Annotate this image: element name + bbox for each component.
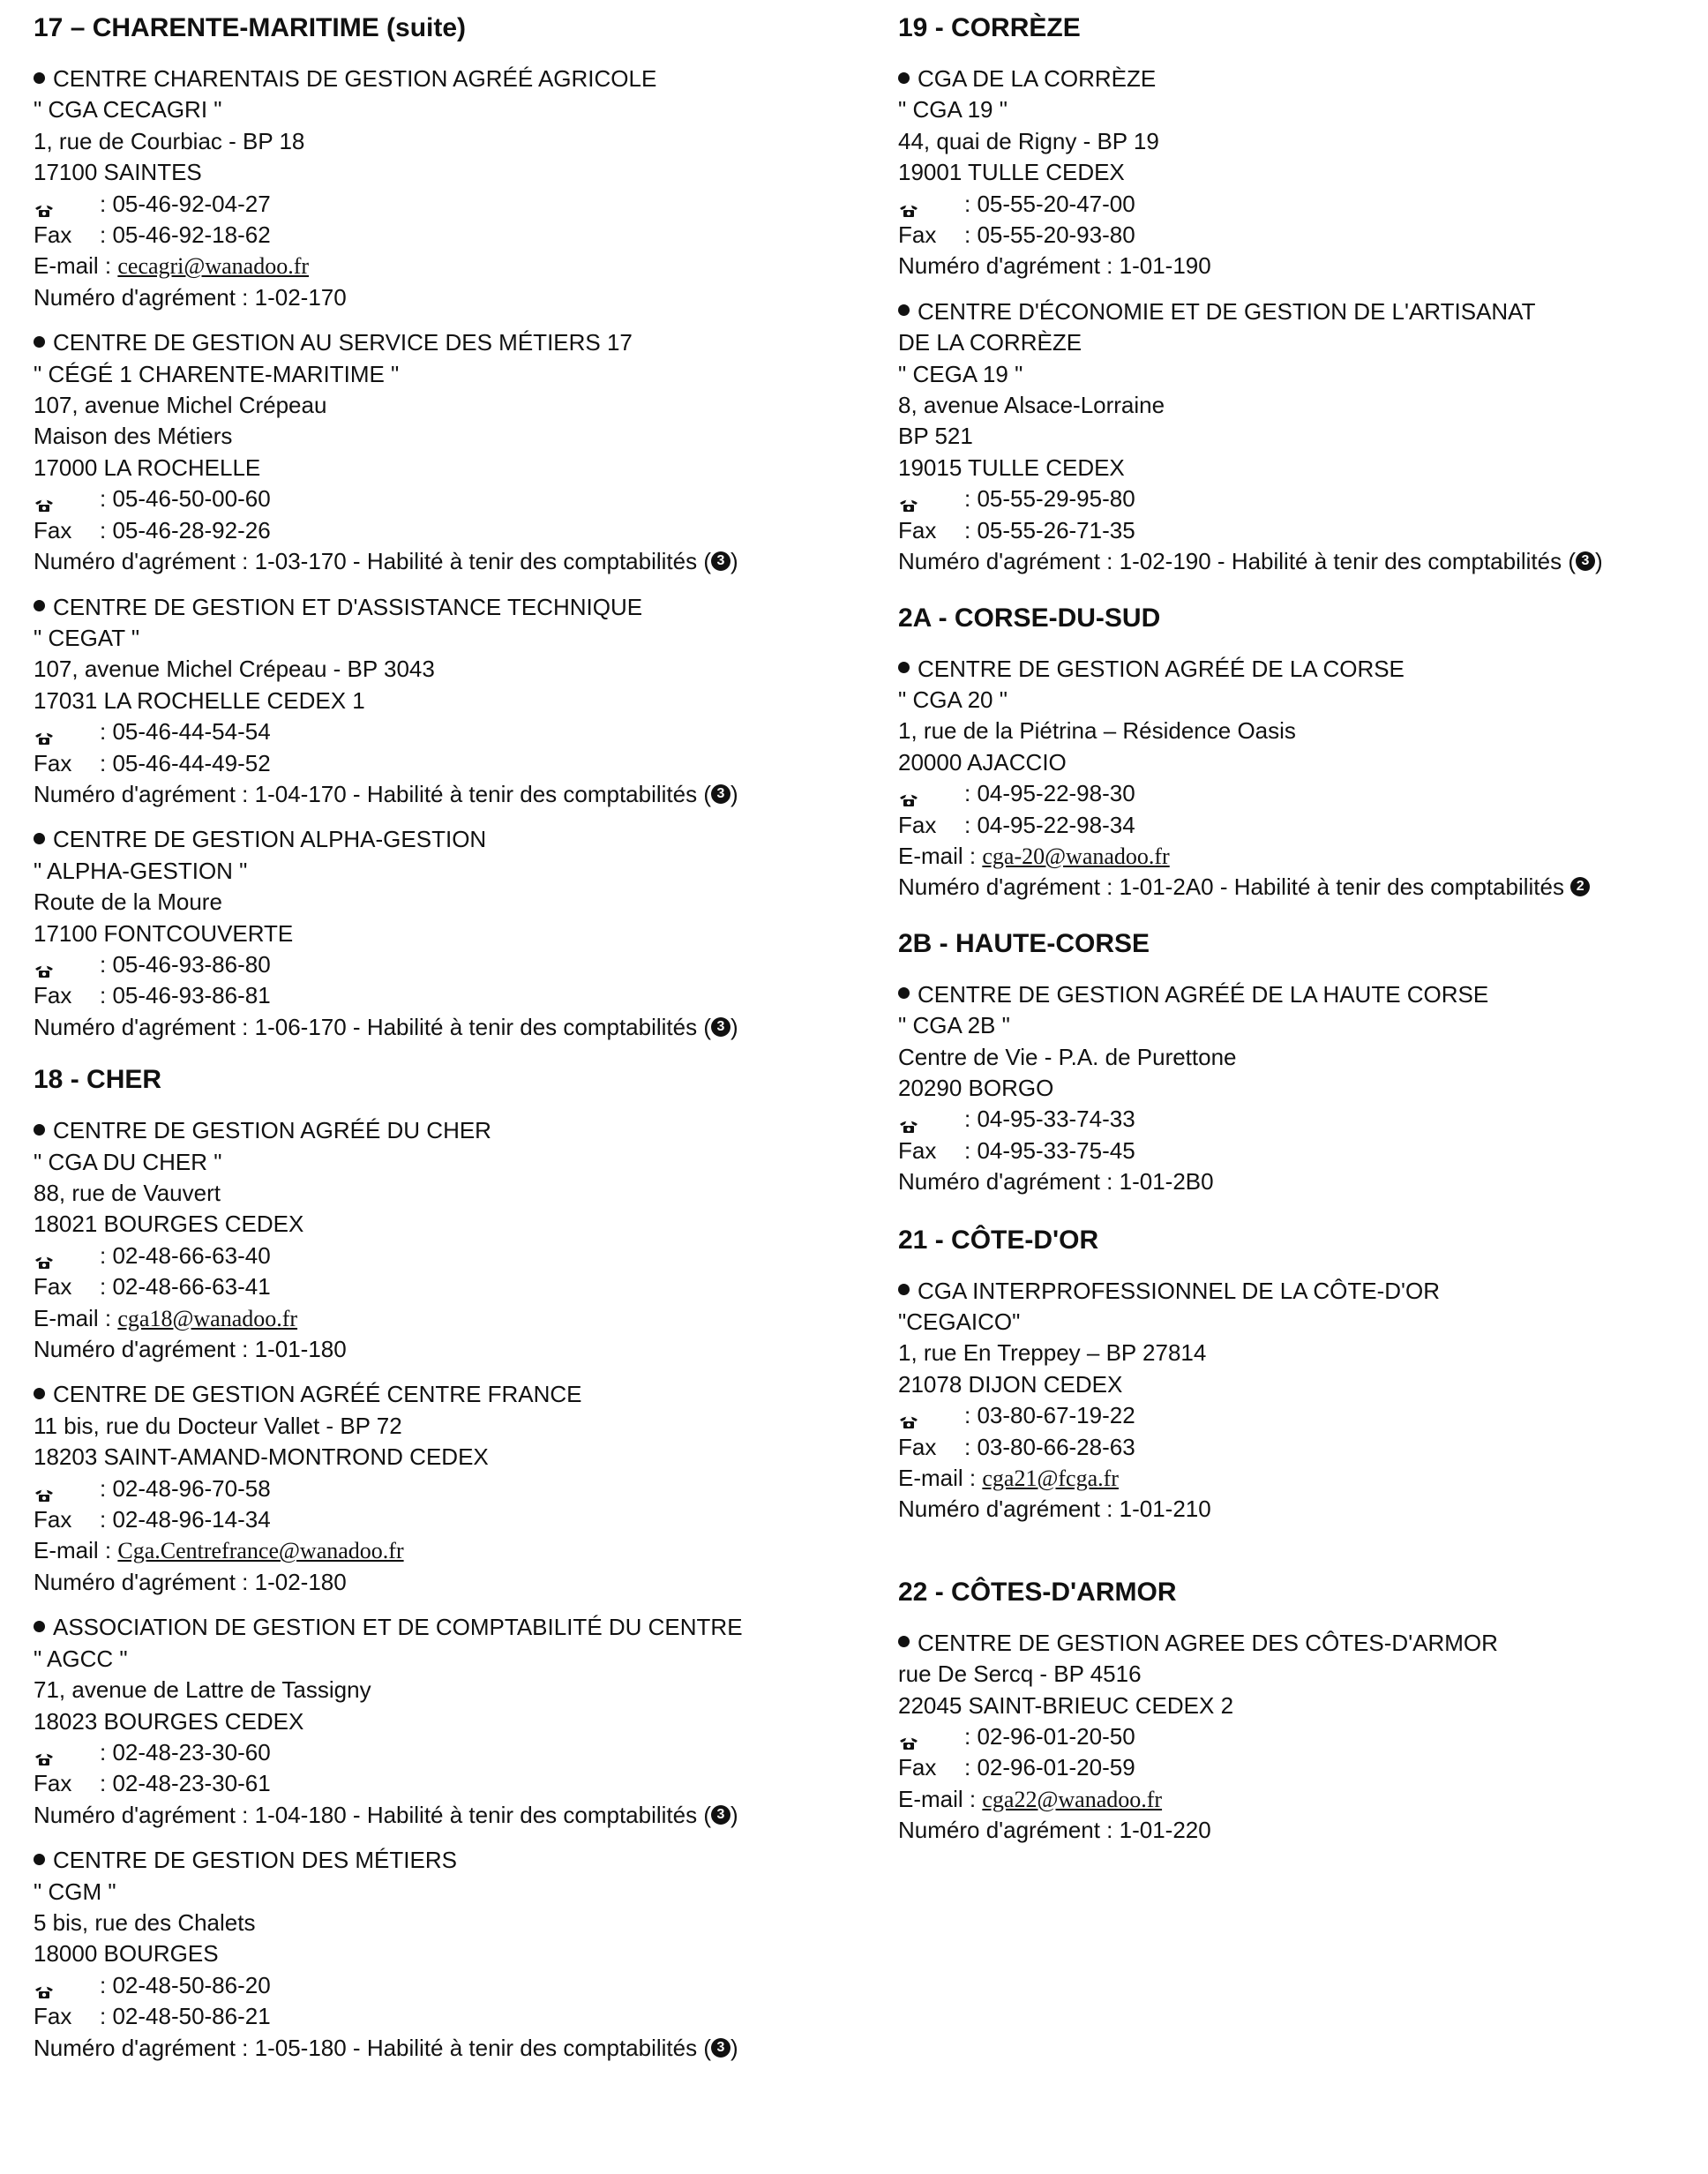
- fax-line: [34, 748, 898, 779]
- agrement-text: Numéro d'agrément : 1-03-170 - Habilité à tenir des comptabilités (: [34, 548, 711, 575]
- section-title: 18 - CHER: [34, 1065, 162, 1095]
- address-line: 17100 FONTCOUVERTE: [34, 919, 294, 947]
- email-link[interactable]: cecagri@wanadoo.fr: [117, 253, 310, 280]
- phone-number: : 05-46-50-00-60: [100, 485, 271, 513]
- telephone-icon: [898, 1406, 919, 1422]
- address-line: 1, rue de la Piétrina – Résidence Oasis: [898, 717, 1296, 745]
- agrement-line: [34, 1334, 898, 1365]
- fax-label: Fax: [34, 2003, 72, 2030]
- bullet-icon: [34, 833, 45, 844]
- entry-name-line: [898, 64, 1683, 94]
- fax-label: Fax: [34, 1273, 72, 1301]
- fax-line: [34, 1504, 898, 1535]
- email-link[interactable]: cga21@fcga.fr: [982, 1466, 1119, 1492]
- address-line: 20000 AJACCIO: [898, 748, 1067, 776]
- fax-number: : 03-80-66-28-63: [964, 1433, 1135, 1460]
- bullet-icon: [34, 1124, 45, 1136]
- circled-number-badge: 2: [1570, 877, 1590, 896]
- entry-name: CENTRE CHARENTAIS DE GESTION AGRÉÉ AGRICOLE: [53, 65, 657, 92]
- address-line: 20290 BORGO: [898, 1074, 1054, 1101]
- telephone-icon: [34, 1247, 55, 1263]
- entry-acronym: " CÉGÉ 1 CHARENTE-MARITIME ": [34, 360, 400, 387]
- directory-entry: [34, 1115, 898, 1365]
- entry-name: CENTRE DE GESTION AGRÉÉ DE LA CORSE: [918, 655, 1405, 682]
- directory-entry: [898, 979, 1683, 1198]
- phone-number: : 05-46-92-04-27: [100, 190, 271, 217]
- phone-label: [34, 484, 100, 514]
- directory-entry: [898, 654, 1683, 903]
- fax-number: : 04-95-33-75-45: [964, 1136, 1135, 1164]
- agrement-line: [34, 1800, 898, 1831]
- email-label: E-mail :: [898, 1785, 977, 1812]
- phone-line: [898, 778, 1683, 809]
- closing-paren: ): [730, 780, 738, 807]
- entry-acronym: " AGCC ": [34, 1645, 128, 1672]
- entry-name-line: [898, 1628, 1683, 1659]
- entry-name: ASSOCIATION DE GESTION ET DE COMPTABILITÉ DU CENTRE: [53, 1614, 743, 1641]
- entry-name-line: [34, 1379, 898, 1410]
- phone-label: [34, 1241, 100, 1271]
- telephone-icon: [898, 1728, 919, 1743]
- email-label: E-mail :: [898, 842, 977, 869]
- address-line: BP 521: [898, 423, 973, 450]
- agrement-text: Numéro d'agrément : 1-01-2A0 - Habilité à tenir des comptabilités: [898, 873, 1571, 901]
- fax-label: Fax: [34, 982, 72, 1009]
- telephone-icon: [34, 956, 55, 971]
- bullet-icon: [34, 72, 45, 84]
- agrement-text: Numéro d'agrément : 1-04-170 - Habilité à tenir des comptabilités (: [34, 780, 711, 807]
- address-line: 1, rue En Treppey – BP 27814: [898, 1339, 1207, 1367]
- closing-paren: ): [730, 1013, 738, 1040]
- entry-name: CENTRE DE GESTION AGRÉÉ DU CHER: [53, 1117, 491, 1144]
- directory-entry: [34, 1612, 898, 1831]
- email-line: [34, 251, 898, 281]
- address-line: 1, rue de Courbiac - BP 18: [34, 127, 305, 154]
- section-title: 19 - CORRÈZE: [898, 13, 1081, 42]
- entry-name-line: [898, 654, 1683, 685]
- phone-line: [898, 484, 1683, 514]
- telephone-icon: [34, 490, 55, 506]
- agrement-line: [34, 546, 898, 577]
- telephone-icon: [898, 784, 919, 800]
- entry-name-line: [34, 1845, 898, 1876]
- directory-entry: [898, 296, 1683, 578]
- agrement-text: Numéro d'agrément : 1-02-170: [34, 283, 347, 311]
- agrement-text: Numéro d'agrément : 1-02-180: [34, 1568, 347, 1595]
- fax-number: : 02-96-01-20-59: [964, 1754, 1135, 1781]
- phone-number: : 03-80-67-19-22: [964, 1402, 1135, 1429]
- address-line: 88, rue de Vauvert: [34, 1180, 221, 1206]
- left-column: [34, 11, 898, 2163]
- phone-line: [34, 1970, 898, 2001]
- address-line: 17100 SAINTES: [34, 159, 202, 186]
- entry-name-line: [34, 64, 898, 94]
- email-link[interactable]: cga-20@wanadoo.fr: [982, 843, 1170, 869]
- email-label: E-mail :: [34, 252, 112, 280]
- phone-number: : 04-95-33-74-33: [964, 1106, 1135, 1133]
- fax-label: Fax: [898, 1136, 937, 1164]
- bullet-icon: [898, 72, 910, 84]
- address-line: 18023 BOURGES CEDEX: [34, 1707, 304, 1735]
- fax-line: [34, 1271, 898, 1302]
- phone-line: [34, 189, 898, 220]
- address-line: 18021 BOURGES CEDEX: [34, 1211, 304, 1238]
- phone-line: [898, 1400, 1683, 1431]
- phone-number: : 02-48-96-70-58: [100, 1474, 271, 1502]
- email-line: [898, 841, 1683, 872]
- section: [898, 1223, 1683, 1526]
- section: [34, 11, 898, 1043]
- fax-label: Fax: [34, 516, 72, 544]
- section-title: 2B - HAUTE-CORSE: [898, 928, 1150, 958]
- directory-entry: [34, 1379, 898, 1598]
- email-line: [34, 1535, 898, 1566]
- address-line: 19001 TULLE CEDEX: [898, 159, 1125, 186]
- entry-name: CGA DE LA CORRÈZE: [918, 65, 1157, 92]
- fax-line: [34, 2001, 898, 2032]
- address-line: 21078 DIJON CEDEX: [898, 1370, 1123, 1398]
- entry-name-line: [34, 592, 898, 623]
- fax-label: Fax: [898, 221, 937, 249]
- entry-name: CENTRE DE GESTION ALPHA-GESTION: [53, 826, 487, 853]
- agrement-line: [34, 2033, 898, 2064]
- fax-number: : 02-48-50-86-21: [100, 2003, 271, 2030]
- entry-name: CENTRE DE GESTION AGRÉÉ DE LA HAUTE CORSE: [918, 980, 1489, 1008]
- email-link[interactable]: cga18@wanadoo.fr: [117, 1305, 298, 1331]
- telephone-icon: [898, 195, 919, 211]
- phone-line: [898, 189, 1683, 220]
- fax-line: [34, 1768, 898, 1799]
- directory-entry: [34, 592, 898, 811]
- phone-number: : 02-48-50-86-20: [100, 1971, 271, 1998]
- email-line: [34, 1303, 898, 1334]
- agrement-line: [34, 1012, 898, 1043]
- entry-name-line: [34, 824, 898, 855]
- fax-number: : 02-48-96-14-34: [100, 1506, 271, 1533]
- directory-page: [34, 11, 1692, 2163]
- section-title: 21 - CÔTE-D'OR: [898, 1225, 1099, 1255]
- entry-acronym: " CEGA 19 ": [898, 360, 1023, 387]
- entry-acronym: " CEGAT ": [34, 624, 140, 651]
- email-label: E-mail :: [34, 1304, 112, 1331]
- phone-number: : 05-46-44-54-54: [100, 718, 271, 746]
- fax-label: Fax: [34, 749, 72, 776]
- email-line: [898, 1463, 1683, 1494]
- phone-label: [34, 1473, 100, 1504]
- phone-label: [898, 1721, 964, 1752]
- bullet-icon: [898, 1636, 910, 1647]
- address-line: 19015 TULLE CEDEX: [898, 454, 1125, 481]
- entry-name: CENTRE DE GESTION DES MÉTIERS: [53, 1847, 457, 1874]
- closing-paren: ): [730, 548, 738, 575]
- directory-entry: [898, 64, 1683, 282]
- fax-number: : 05-55-26-71-35: [964, 516, 1135, 544]
- phone-label: [898, 1400, 964, 1431]
- agrement-line: [34, 282, 898, 313]
- agrement-text: Numéro d'agrément : 1-01-210: [898, 1496, 1211, 1523]
- entry-acronym: " CGM ": [34, 1878, 116, 1905]
- entry-name-line: [34, 1115, 898, 1146]
- bullet-icon: [898, 304, 910, 316]
- phone-number: : 02-96-01-20-50: [964, 1723, 1135, 1750]
- phone-number: : 05-55-20-47-00: [964, 190, 1135, 217]
- phone-label: [898, 189, 964, 220]
- agrement-line: [898, 251, 1683, 281]
- entry-acronym: "CEGAICO": [898, 1308, 1021, 1335]
- section-title: 22 - CÔTES-D'ARMOR: [898, 1577, 1177, 1607]
- address-line: 11 bis, rue du Docteur Vallet - BP 72: [34, 1412, 402, 1439]
- circled-number-badge: 3: [711, 1017, 730, 1037]
- circled-number-badge: 3: [711, 551, 730, 571]
- fax-number: : 05-46-44-49-52: [100, 749, 271, 776]
- address-line: 44, quai de Rigny - BP 19: [898, 127, 1159, 154]
- address-line: 18000 BOURGES: [34, 1940, 219, 1968]
- fax-line: [898, 515, 1683, 546]
- phone-label: [34, 949, 100, 980]
- section: [898, 1575, 1683, 1847]
- bullet-icon: [34, 1854, 45, 1865]
- fax-line: [898, 1432, 1683, 1463]
- agrement-line: [898, 1494, 1683, 1525]
- closing-paren: ): [730, 2034, 738, 2061]
- agrement-text: Numéro d'agrément : 1-01-190: [898, 252, 1211, 280]
- bullet-icon: [34, 1388, 45, 1399]
- bullet-icon: [898, 662, 910, 673]
- entry-acronym: " CGA 2B ": [898, 1012, 1010, 1039]
- entry-name: CENTRE DE GESTION AGREE DES CÔTES-D'ARMOR: [918, 1629, 1498, 1656]
- circled-number-badge: 3: [711, 1805, 730, 1825]
- phone-label: [34, 1970, 100, 2001]
- entry-acronym: " CGA 20 ": [898, 686, 1008, 713]
- fax-number: : 04-95-22-98-34: [964, 811, 1135, 838]
- agrement-text: Numéro d'agrément : 1-01-180: [34, 1336, 347, 1363]
- bullet-icon: [898, 987, 910, 999]
- fax-number: : 05-55-20-93-80: [964, 221, 1135, 249]
- agrement-text: Numéro d'agrément : 1-04-180 - Habilité à tenir des comptabilités (: [34, 1801, 711, 1828]
- entry-name-line: [34, 1612, 898, 1643]
- address-line: 17000 LA ROCHELLE: [34, 454, 261, 481]
- agrement-text: Numéro d'agrément : 1-06-170 - Habilité à tenir des comptabilités (: [34, 1013, 711, 1040]
- address-line: 5 bis, rue des Chalets: [34, 1908, 256, 1936]
- bullet-icon: [34, 336, 45, 348]
- circled-number-badge: 3: [711, 784, 730, 804]
- telephone-icon: [34, 723, 55, 738]
- email-link[interactable]: cga22@wanadoo.fr: [982, 1786, 1163, 1812]
- directory-entry: [34, 824, 898, 1043]
- phone-number: : 05-46-93-86-80: [100, 950, 271, 978]
- entry-acronym: " CGA DU CHER ": [34, 1148, 222, 1175]
- agrement-line: [898, 1166, 1683, 1197]
- directory-entry: [34, 64, 898, 313]
- fax-line: [898, 1752, 1683, 1783]
- phone-number: : 02-48-23-30-60: [100, 1738, 271, 1765]
- entry-name: CENTRE DE GESTION AU SERVICE DES MÉTIERS 17: [53, 329, 633, 356]
- email-label: E-mail :: [34, 1537, 112, 1564]
- bullet-icon: [34, 600, 45, 611]
- fax-label: Fax: [34, 221, 72, 249]
- fax-number: : 02-48-23-30-61: [100, 1770, 271, 1797]
- section: [898, 11, 1683, 578]
- address-line: 71, avenue de Lattre de Tassigny: [34, 1676, 371, 1704]
- directory-entry: [34, 1845, 898, 2064]
- entry-name: CENTRE D'ÉCONOMIE ET DE GESTION DE L'ARTISANAT: [918, 297, 1536, 325]
- phone-label: [898, 778, 964, 809]
- phone-line: [34, 1473, 898, 1504]
- fax-label: Fax: [34, 1506, 72, 1533]
- phone-line: [34, 949, 898, 980]
- entry-name-line: [898, 1276, 1683, 1307]
- fax-number: : 05-46-93-86-81: [100, 982, 271, 1009]
- address-line: rue De Sercq - BP 4516: [898, 1660, 1142, 1688]
- phone-number: : 04-95-22-98-30: [964, 780, 1135, 807]
- closing-paren: ): [1595, 548, 1603, 575]
- fax-label: Fax: [898, 1433, 937, 1460]
- telephone-icon: [898, 490, 919, 506]
- entry-acronym: " ALPHA-GESTION ": [34, 857, 248, 884]
- phone-label: [34, 1737, 100, 1768]
- fax-line: [898, 1136, 1683, 1166]
- entry-acronym: " CGA CECAGRI ": [34, 96, 222, 124]
- phone-label: [34, 189, 100, 220]
- right-column: [898, 11, 1683, 2163]
- phone-line: [34, 1737, 898, 1768]
- phone-label: [898, 484, 964, 514]
- directory-entry: [34, 327, 898, 577]
- entry-name-line: [34, 327, 898, 358]
- section: [34, 1062, 898, 2064]
- agrement-text: Numéro d'agrément : 1-01-220: [898, 1817, 1211, 1844]
- fax-line: [34, 220, 898, 251]
- fax-line: [34, 515, 898, 546]
- phone-line: [898, 1721, 1683, 1752]
- phone-label: [898, 1104, 964, 1135]
- entry-acronym: " CGA 19 ": [898, 96, 1008, 124]
- address-line: Route de la Moure: [34, 888, 222, 916]
- entry-name: CENTRE DE GESTION ET D'ASSISTANCE TECHNIQUE: [53, 593, 643, 620]
- telephone-icon: [34, 1743, 55, 1759]
- section-title: 2A - CORSE-DU-SUD: [898, 603, 1161, 633]
- entry-name-line: [898, 979, 1683, 1010]
- fax-number: : 02-48-66-63-41: [100, 1273, 271, 1301]
- directory-entry: [898, 1276, 1683, 1526]
- bullet-icon: [34, 1621, 45, 1632]
- fax-number: : 05-46-28-92-26: [100, 516, 271, 544]
- telephone-icon: [898, 1111, 919, 1127]
- entry-name-continued: DE LA CORRÈZE: [898, 329, 1082, 356]
- agrement-line: [898, 546, 1683, 577]
- telephone-icon: [34, 195, 55, 211]
- phone-label: [34, 716, 100, 747]
- fax-label: Fax: [34, 1770, 72, 1797]
- email-label: E-mail :: [898, 1465, 977, 1492]
- email-line: [898, 1784, 1683, 1815]
- address-line: Maison des Métiers: [34, 423, 233, 450]
- agrement-line: [898, 872, 1683, 903]
- agrement-line: [34, 779, 898, 810]
- directory-entry: [898, 1628, 1683, 1847]
- address-line: Centre de Vie - P.A. de Purettone: [898, 1043, 1237, 1070]
- address-line: 107, avenue Michel Crépeau - BP 3043: [34, 656, 435, 683]
- telephone-icon: [34, 1976, 55, 1992]
- agrement-text: Numéro d'agrément : 1-01-2B0: [898, 1168, 1214, 1196]
- agrement-line: [898, 1815, 1683, 1846]
- circled-number-badge: 3: [1576, 551, 1595, 571]
- section: [898, 601, 1683, 903]
- address-line: 17031 LA ROCHELLE CEDEX 1: [34, 686, 365, 714]
- bullet-icon: [898, 1284, 910, 1295]
- entry-name: CGA INTERPROFESSIONNEL DE LA CÔTE-D'OR: [918, 1277, 1440, 1304]
- entry-name: CENTRE DE GESTION AGRÉÉ CENTRE FRANCE: [53, 1381, 582, 1408]
- agrement-text: Numéro d'agrément : 1-02-190 - Habilité à tenir des comptabilités (: [898, 548, 1576, 575]
- fax-line: [34, 980, 898, 1011]
- address-line: 107, avenue Michel Crépeau: [34, 392, 327, 419]
- email-link[interactable]: Cga.Centrefrance@wanadoo.fr: [117, 1538, 404, 1564]
- closing-paren: ): [730, 1801, 738, 1828]
- phone-number: : 05-55-29-95-80: [964, 485, 1135, 513]
- section-title: 17 – CHARENTE-MARITIME (suite): [34, 13, 467, 42]
- agrement-text: Numéro d'agrément : 1-05-180 - Habilité à tenir des comptabilités (: [34, 2034, 711, 2061]
- address-line: 22045 SAINT-BRIEUC CEDEX 2: [898, 1691, 1234, 1719]
- agrement-line: [34, 1567, 898, 1598]
- fax-number: : 05-46-92-18-62: [100, 221, 271, 249]
- entry-name-line: [898, 296, 1683, 327]
- address-line: 18203 SAINT-AMAND-MONTROND CEDEX: [34, 1443, 489, 1471]
- fax-label: Fax: [898, 811, 937, 838]
- circled-number-badge: 3: [711, 2038, 730, 2058]
- phone-line: [34, 484, 898, 514]
- phone-line: [898, 1104, 1683, 1135]
- phone-line: [34, 1241, 898, 1271]
- section: [898, 926, 1683, 1198]
- telephone-icon: [34, 1480, 55, 1496]
- fax-line: [898, 810, 1683, 841]
- phone-number: : 02-48-66-63-40: [100, 1241, 271, 1269]
- fax-label: Fax: [898, 516, 937, 544]
- address-line: 8, avenue Alsace-Lorraine: [898, 392, 1165, 419]
- fax-line: [898, 220, 1683, 251]
- fax-label: Fax: [898, 1754, 937, 1781]
- phone-line: [34, 716, 898, 747]
